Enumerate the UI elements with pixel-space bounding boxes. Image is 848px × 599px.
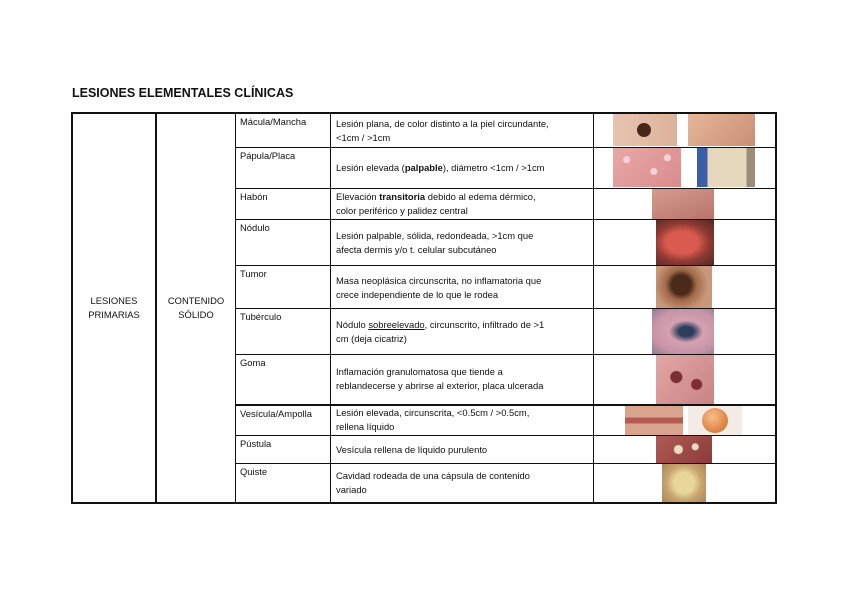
nodulo-photo	[656, 220, 714, 265]
row-name-quiste: Quiste	[240, 466, 268, 477]
papula-photo-1	[613, 148, 681, 187]
row-desc-pustula: Vesícula rellena de líquido purulento	[336, 444, 488, 455]
tumor-photo	[656, 266, 712, 308]
row-desc-goma: Inflamación granulomatosa que tiende a reblandecerse y abrirse al exterior, placa ulcerada	[336, 366, 544, 391]
habon-photo	[652, 189, 714, 219]
row-name-macula: Mácula/Mancha	[240, 116, 307, 127]
row-desc-tumor: Masa neoplásica circunscrita, no inflamatoria que crece independiente de lo que le rodea	[336, 275, 542, 300]
subcategory-solid: CONTENIDO SÓLIDO	[167, 295, 225, 320]
row-desc-macula: Lesión plana, de color distinto a la piel circundante, <1cm / >1cm	[336, 118, 549, 143]
row-name-tumor: Tumor	[240, 268, 267, 279]
macula-photo-1	[613, 114, 677, 146]
row-name-habon: Habón	[240, 191, 268, 202]
category-primary: LESIONES PRIMARIAS	[88, 295, 140, 320]
quiste-photo	[662, 464, 706, 502]
row-name-papula: Pápula/Placa	[240, 150, 296, 161]
tuberculo-photo	[652, 309, 714, 354]
page-title: LESIONES ELEMENTALES CLÍNICAS	[72, 86, 294, 100]
pustula-photo	[656, 436, 712, 463]
row-desc-vesicula: Lesión elevada, circunscrita, <0.5cm / >0.5cm, rellena líquido	[336, 407, 530, 432]
row-name-goma: Goma	[240, 357, 266, 368]
goma-photo	[656, 355, 714, 404]
row-name-vesicula: Vesícula/Ampolla	[240, 408, 312, 419]
row-name-pustula: Pústula	[240, 438, 272, 449]
row-desc-nodulo: Lesión palpable, sólida, redondeada, >1cm que afecta dermis y/o t. celular subcutáneo	[336, 230, 534, 255]
vesicula-photo-2	[688, 406, 742, 435]
row-desc-tuberculo: Nódulo sobreelevado, circunscrito, infiltrado de >1 cm (deja cicatriz)	[336, 319, 545, 344]
row-desc-papula: Lesión elevada (palpable), diámetro <1cm / >1cm	[336, 162, 545, 173]
row-desc-habon: Elevación transitoria debido al edema dérmico, color periférico y palidez central	[336, 191, 536, 216]
macula-photo-2	[688, 114, 755, 146]
vesicula-photo-1	[625, 406, 683, 435]
row-name-nodulo: Nódulo	[240, 222, 270, 233]
papula-photo-2	[697, 148, 755, 187]
row-desc-quiste: Cavidad rodeada de una cápsula de contenido variado	[336, 470, 530, 495]
row-name-tuberculo: Tubérculo	[240, 311, 282, 322]
